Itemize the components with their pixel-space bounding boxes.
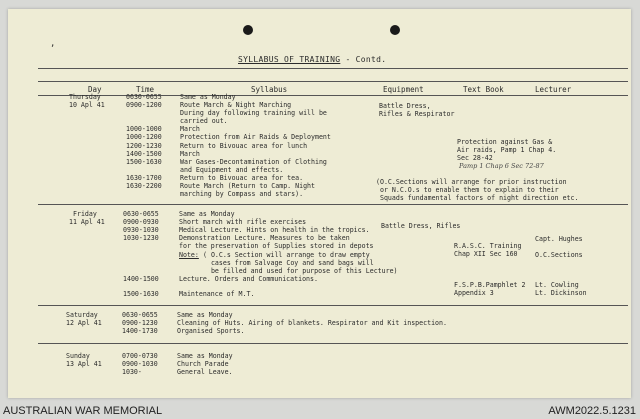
thursday-date: 10 Apl 41 (69, 101, 105, 109)
sunday-date: 13 Apl 41 (66, 360, 102, 368)
thursday-day: Thursday (69, 93, 101, 101)
handwritten-annotation: Pamp 1 Chap 6 Sec 72-87 (459, 162, 544, 170)
friday-date: 11 Apl 41 (69, 218, 105, 226)
title-text: SYLLABUS OF TRAINING (238, 55, 341, 64)
thursday-text-book: Protection against Gas & Air raids, Pamp 1 Chap 4. Sec 28-42 (457, 138, 557, 163)
friday-syllabus: Same as Monday Short march with rifle exercises Medical Lecture. Hints on health in the tropics. Demonstration Lecture. Measures to be taken for the preservation of Supplies stored in depots (179, 210, 374, 251)
title-suffix: - Contd. (345, 55, 387, 64)
saturday-syllabus: Same as Monday Cleaning of Huts. Airing of blankets. Respirator and Kit inspection. Organised Sports. (177, 311, 447, 336)
friday-text-book-2: F.S.P.B.Pamphlet 2 Appendix 3 (454, 281, 526, 298)
friday-time-1500: 1500-1630 (123, 290, 159, 298)
column-header-equipment: Equipment (383, 85, 424, 94)
column-header-time: Time (136, 85, 155, 94)
header-mid-rule (38, 81, 628, 82)
punch-hole (243, 25, 253, 35)
friday-lecturer-2: Lt. Cowling Lt. Dickinson (535, 281, 587, 298)
saturday-times: 0630-0655 0900-1230 1400-1730 (122, 311, 158, 336)
sunday-times: 0700-0730 0900-1030 1030- (122, 352, 158, 377)
sunday-syllabus: Same as Monday Church Parade General Leave. (177, 352, 233, 377)
thursday-syllabus: Same as Monday Route March & Night Marching During day following training will be carried out. March Protection from Air Raids & Deployment Return to Bivouac area for lunch March War Gases-Decontamination of Clothing and Equipment and effects. Return to Bivouac area for tea. Route March (Return to Camp. Night marching by Compass and stars). (180, 93, 331, 199)
friday-time-1400: 1400-1500 (123, 275, 159, 283)
column-header-lecturer: Lecturer (535, 85, 572, 94)
document-page (8, 9, 631, 398)
friday-syllabus-1400: Lecture. Orders and Communications. (179, 275, 318, 283)
row-rule-sunday (38, 343, 628, 344)
saturday-date: 12 Apl 41 (66, 319, 102, 327)
row-rule-saturday (38, 305, 628, 306)
pencil-mark: , (50, 39, 56, 49)
sunday-day: Sunday (66, 352, 90, 360)
footer-institution: AUSTRALIAN WAR MEMORIAL (3, 405, 163, 417)
thursday-equipment: Battle Dress, Rifles & Respirator (379, 102, 455, 119)
friday-note-label: Note: (179, 251, 199, 259)
column-header-text-book: Text Book (463, 85, 504, 94)
friday-equipment: Battle Dress, Rifles (381, 222, 461, 230)
column-header-syllabus: Syllabus (251, 85, 288, 94)
thursday-note: (O.C.Sections will arrange for prior instruction or N.C.O.s to enable them to explain to their Squads fundamental factors of night direction etc. (376, 178, 579, 203)
friday-syllabus-1500: Maintenance of M.T. (179, 290, 255, 298)
friday-note: ( O.C.s Section will arrange to draw empty cases from Salvage Coy and sand bags will be filled and used for purpose of this Lecture) (203, 251, 398, 276)
friday-text-book: R.A.S.C. Training Chap XII Sec 160 (454, 242, 522, 259)
saturday-day: Saturday (66, 311, 98, 319)
friday-day: Friday (73, 210, 97, 218)
friday-lecturer: Capt. Hughes O.C.Sections (535, 235, 583, 260)
document-title (238, 55, 386, 64)
column-header-day: Day (88, 85, 102, 94)
thursday-times: 0630-0655 0900-1200 1000-1000 1000-1200 1200-1230 1400-1500 1500-1630 1630-1700 1630-2200 (126, 93, 162, 191)
footer-accession-number: AWM2022.5.1231 (548, 405, 636, 417)
row-rule-friday (38, 204, 628, 205)
header-top-rule (38, 68, 628, 69)
friday-times: 0630-0655 0900-0930 0930-1030 1030-1230 (123, 210, 159, 243)
archive-footer (0, 403, 640, 419)
punch-hole (390, 25, 400, 35)
